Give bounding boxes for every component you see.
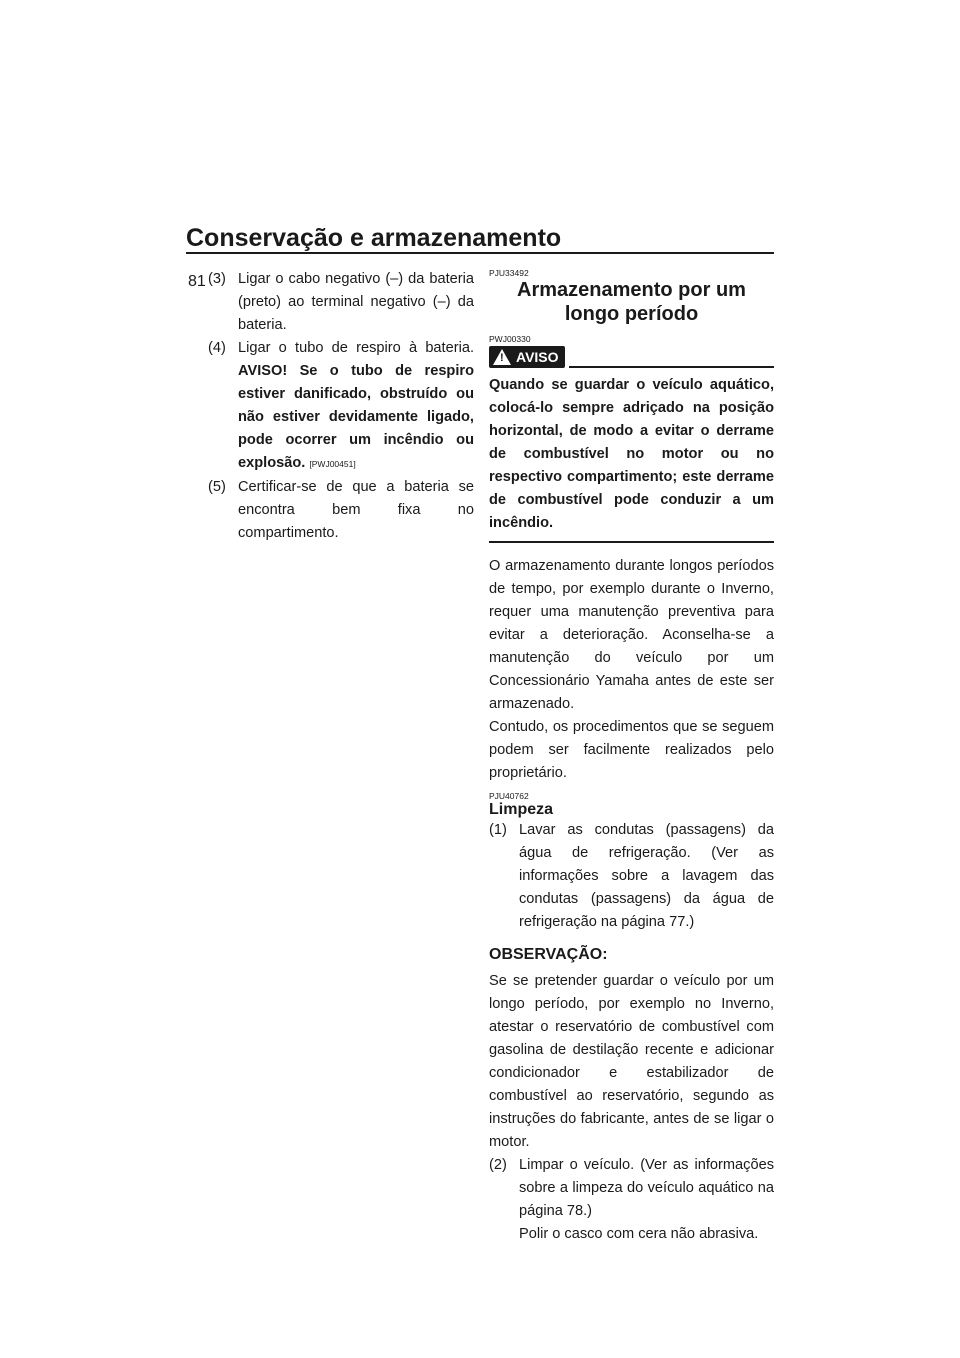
step-number: (3)	[208, 271, 226, 287]
step-text: Ligar o tubo de respiro à bateria.	[238, 340, 474, 356]
warning-rule	[569, 366, 774, 368]
step-number: (4)	[208, 340, 226, 356]
page-number: 81	[188, 273, 206, 290]
note-text: Se se pretender guardar o veículo por um longo período, por exemplo no Inverno, atestar o reservatório de combustível com gasolina de destilação recente e adicionar condicionador e estabilizador de combustível ao reservatório, segundo as instruções do fabricante, antes de se ligar o motor.	[489, 973, 774, 1150]
step-text: Lavar as condutas (passagens) da água de refrigeração. (Ver as informações sobre a lavagem das condutas (passagens) da água de refrigeração na página 77.)	[519, 822, 774, 930]
cleaning-title: Limpeza	[489, 801, 554, 818]
warning-header	[489, 346, 774, 368]
left-column	[208, 268, 474, 545]
header-rule	[186, 252, 774, 254]
step-text: Limpar o veículo. (Ver as informações sobre a limpeza do veículo aquático na página 78.)	[519, 1157, 774, 1219]
step-text: Ligar o cabo negativo (–) da bateria (preto) ao terminal negativo (–) da bateria.	[238, 271, 474, 333]
step-2	[489, 1154, 774, 1246]
warning-code: PWJ00330	[489, 334, 531, 344]
warning-badge	[489, 346, 565, 368]
note-title: OBSERVAÇÃO:	[489, 946, 608, 963]
section-code: PJU33492	[489, 268, 529, 278]
paragraph: O armazenamento durante longos períodos de tempo, por exemplo durante o Inverno, requer uma manutenção preventiva para evitar a deterioração. Aconselha-se a manutenção do veículo por um Concessionário Yamaha antes de este ser armazenado.	[489, 558, 774, 712]
right-column	[489, 268, 774, 1246]
cleaning-code: PJU40762	[489, 791, 529, 801]
step-5	[208, 476, 474, 545]
step-number: (5)	[208, 479, 226, 495]
step-1	[489, 819, 774, 934]
reference-code: [PWJ00451]	[309, 459, 356, 469]
step-4	[208, 337, 474, 476]
paragraph: Contudo, os procedimentos que se seguem podem ser facilmente realizados pelo proprietário.	[489, 719, 774, 781]
step-text-extra: Polir o casco com cera não abrasiva.	[519, 1226, 759, 1242]
section-title: Armazenamento por um longo período	[517, 279, 746, 325]
warning-label: AVISO	[516, 348, 559, 365]
warning-text: Quando se guardar o veículo aquático, colocá-lo sempre adriçado na posição horizontal, de modo a evitar o derrame de combustível no motor ou no respectivo compartimento; este derrame de combustível pode conduzir a um incêndio.	[489, 374, 774, 543]
page-header-title: Conservação e armazenamento	[186, 224, 562, 252]
step-text: Certificar-se de que a bateria se encontra bem fixa no compartimento.	[238, 479, 474, 541]
step-number: (2)	[489, 1157, 507, 1173]
step-3	[208, 268, 474, 337]
warning-triangle-icon: !	[493, 349, 511, 365]
inline-warning: AVISO! Se o tubo de respiro estiver danificado, obstruído ou não estiver devidamente ligado, pode ocorrer um incêndio ou explosão.	[238, 363, 474, 471]
step-number: (1)	[489, 822, 507, 838]
